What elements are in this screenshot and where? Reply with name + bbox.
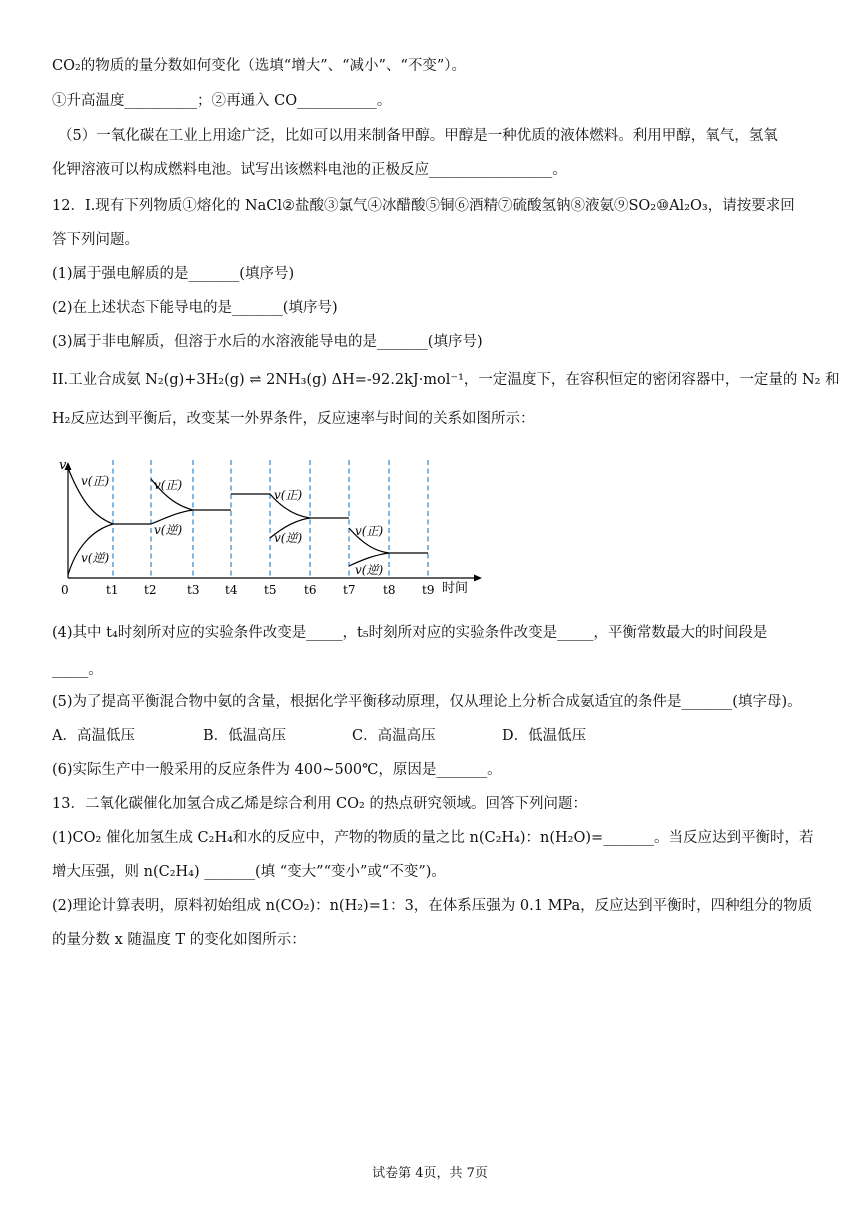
text-line-11: H₂反应达到平衡后，改变某一外界条件，反应速率与时间的关系如图所示： bbox=[52, 411, 535, 427]
text-line-21: 的量分数 x 随温度 T 的变化如图所示： bbox=[52, 932, 306, 948]
tick-t6: t6 bbox=[304, 583, 317, 597]
text-line-4: 化钾溶液可以构成燃料电池。试写出该燃料电池的正极反应_________________。 bbox=[52, 162, 567, 178]
label-v-forward-1: v(正) bbox=[81, 474, 110, 488]
q12-part-II: II.工业合成氨 N₂(g)+3H₂(g) ⇌ 2NH₃(g) ΔH=-92.2kJ·mol⁻¹，一定温度下，在容积恒定的密闭容器中，一定量的 N₂ 和 bbox=[52, 372, 840, 388]
option-a: A．高温低压 bbox=[52, 728, 135, 744]
q12-part-3: (3)属于非电解质，但溶于水后的水溶液能导电的是_______(填序号) bbox=[52, 334, 483, 350]
label-v-forward-4: v(正) bbox=[355, 524, 384, 538]
curve-t2-t3-reverse bbox=[151, 510, 193, 524]
tick-t8: t8 bbox=[383, 583, 396, 597]
text-line-1: CO₂的物质的量分数如何变化（选填“增大”、“减小”、“不变”）。 bbox=[52, 58, 467, 74]
tick-t7: t7 bbox=[343, 583, 356, 597]
tick-t9: t9 bbox=[422, 583, 435, 597]
q12-part-5: (5)为了提高平衡混合物中氨的含量，根据化学平衡移动原理，仅从理论上分析合成氨适宜的条件是_______(填字母)。 bbox=[52, 694, 802, 710]
text-line-2: ①升高温度__________；②再通入 CO___________。 bbox=[52, 93, 392, 109]
text-line-13: _____。 bbox=[52, 662, 103, 678]
x-axis-arrow bbox=[474, 575, 482, 582]
q12-part-6: (6)实际生产中一般采用的反应条件为 400~500℃，原因是_______。 bbox=[52, 762, 502, 778]
question-13-intro: 13．二氧化碳催化加氢合成乙烯是综合利用 CO₂ 的热点研究领域。回答下列问题： bbox=[52, 796, 587, 812]
q13-part-2: (2)理论计算表明，原料初始组成 n(CO₂)：n(H₂)=1：3，在体系压强为 0.1 MPa，反应达到平衡时，四种组分的物质 bbox=[52, 898, 813, 914]
q13-part-1: (1)CO₂ 催化加氢生成 C₂H₄和水的反应中，产物的物质的量之比 n(C₂H₄)：n(H₂O)=_______。当反应达到平衡时，若 bbox=[52, 830, 814, 846]
label-v-reverse-3: v(逆) bbox=[274, 531, 303, 545]
y-axis-label: v bbox=[59, 458, 67, 473]
tick-t5: t5 bbox=[264, 583, 277, 597]
option-c: C．高温高压 bbox=[352, 728, 436, 744]
page-footer: 试卷第 4页，共 7页 bbox=[372, 1166, 488, 1181]
tick-labels bbox=[106, 583, 434, 597]
q12-part-2: (2)在上述状态下能导电的是_______(填序号) bbox=[52, 300, 338, 316]
option-b: B．低温高压 bbox=[203, 728, 287, 744]
rate-curves bbox=[68, 468, 428, 575]
option-d: D．低温低压 bbox=[502, 728, 587, 744]
label-v-forward-2: v(正) bbox=[154, 478, 183, 492]
question-12-intro: 12．I.现有下列物质①熔化的 NaCl②盐酸③氯气④冰醋酸⑤铜⑥酒精⑦硫酸氢钠⑧液氨⑨SO₂⑩Al₂O₃，请按要求回 bbox=[52, 198, 795, 214]
label-v-reverse-2: v(逆) bbox=[154, 523, 183, 537]
q12-part-1: (1)属于强电解质的是_______(填序号) bbox=[52, 266, 295, 282]
tick-t3: t3 bbox=[187, 583, 200, 597]
x-axis-label: 时间 bbox=[442, 581, 469, 596]
label-v-reverse-4: v(逆) bbox=[355, 563, 384, 577]
origin-label: 0 bbox=[61, 583, 69, 597]
q12-part-4: (4)其中 t₄时刻所对应的实验条件改变是_____，t₅时刻所对应的实验条件改变是_____，平衡常数最大的时间段是 bbox=[52, 625, 768, 641]
curve-0-t1-reverse bbox=[68, 524, 113, 575]
text-line-3: （5）一氧化碳在工业上用途广泛，比如可以用来制备甲醇。甲醇是一种优质的液体燃料。利用甲醇，氧气，氢氧 bbox=[58, 128, 778, 144]
tick-t4: t4 bbox=[225, 583, 238, 597]
curve-labels bbox=[81, 474, 383, 577]
tick-t1: t1 bbox=[106, 583, 119, 597]
tick-t2: t2 bbox=[144, 583, 157, 597]
rate-time-graph bbox=[50, 448, 490, 600]
text-line-19: 增大压强，则 n(C₂H₄) _______(填 “变大”“变小”或“不变”)。 bbox=[52, 864, 446, 880]
text-line-6: 答下列问题。 bbox=[52, 232, 139, 248]
label-v-reverse-1: v(逆) bbox=[81, 551, 110, 565]
label-v-forward-3: v(正) bbox=[274, 488, 303, 502]
